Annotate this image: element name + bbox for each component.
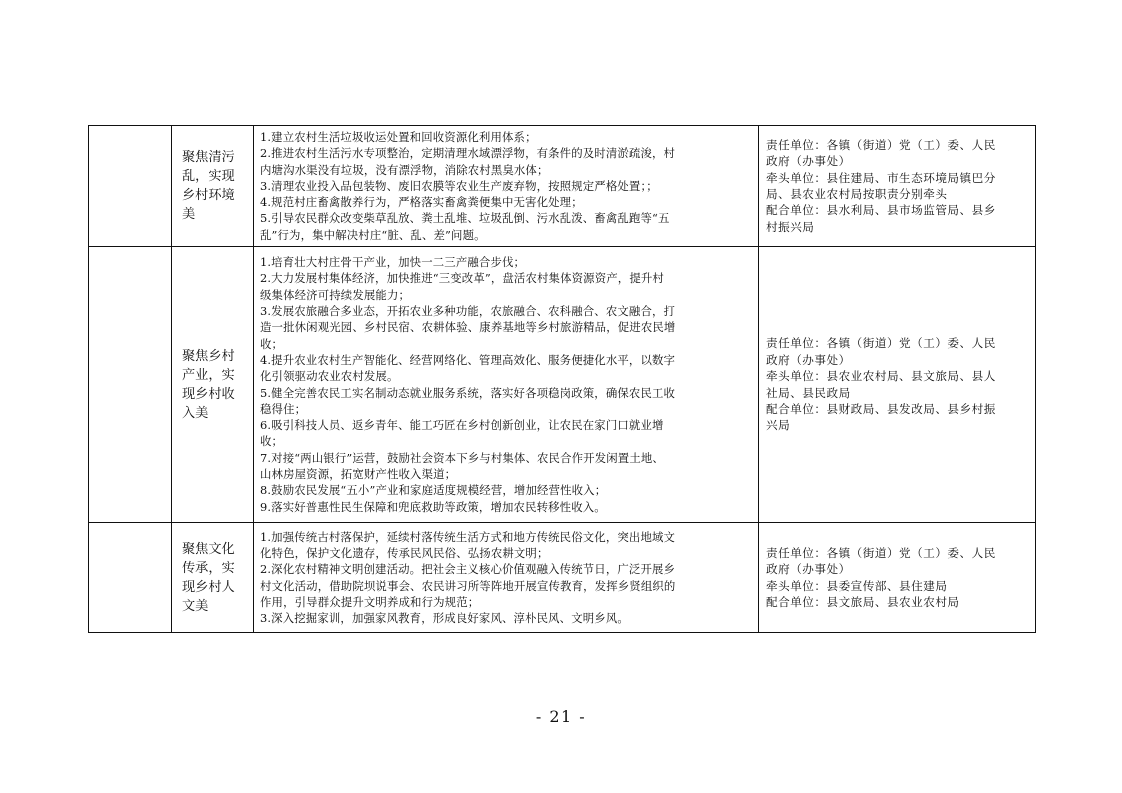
units-cell [759,247,1036,523]
measure-line: 3.深入挖掘家训，加强家风教育，形成良好家风、淳朴民风、文明乡风。 [260,611,629,626]
unit-line: 配合单位：县文旅局、县农业农村局 [766,594,960,609]
measure-line: 9.落实好普惠性民生保障和兜底救助等政策，增加农民转移性收入。 [260,499,606,514]
unit-line: 政府（办事处） [766,352,851,367]
measures-list [254,254,758,515]
topic-text: 聚焦清污乱，实现乡村环境美 [182,150,235,222]
measures-cell [254,523,759,633]
topic-cell [172,126,254,247]
units-cell [759,126,1036,247]
measures-list [254,529,758,627]
unit-line: 责任单位：各镇（街道）党（工）委、人民 [766,545,996,560]
unit-line: 牵头单位：县住建局、市生态环境局镇巴分 [766,170,996,185]
measure-line: 2.大力发展村集体经济，加快推进“三变改革”，盘活农村集体资源资产，提升村 [260,271,664,286]
measure-line: 化特色，保护文化遗存，传承民风民俗、弘扬农耕文明； [260,545,549,560]
measure-line: 村文化活动，借助院坝说事会、农民讲习所等阵地开展宣传教育，发挥乡贤组织的 [260,578,676,593]
unit-line: 牵头单位：县农业农村局、县文旅局、县人 [766,369,996,384]
measure-line: 化引领驱动农业农村发展。 [260,369,399,384]
unit-line: 配合单位：县水利局、县市场监管局、县乡 [766,203,996,218]
measure-line: 4.提升农业农村生产智能化、经营网络化、管理高效化、服务便捷化水平，以数字 [260,352,676,367]
measure-line: 8.鼓励农民发展“五小”产业和家庭适度规模经营，增加经营性收入； [260,483,607,498]
unit-line: 政府（办事处） [766,562,851,577]
units-list [759,335,1035,433]
units-cell [759,523,1036,633]
table-row [89,126,1036,247]
measure-line: 3.发展农旅融合多业态，开拓农业多种功能，农旅融合、农科融合、农文融合，打 [260,304,676,319]
measures-table [88,125,1036,633]
topic-cell [172,247,254,523]
table-row [89,523,1036,633]
measures-list [254,129,758,243]
page-number: - 21 - [535,707,587,726]
blank-cell [89,523,172,633]
topic-cell [172,523,254,633]
unit-line: 兴局 [766,418,791,433]
measures-cell [254,247,759,523]
unit-line: 社局、县民政局 [766,385,851,400]
measure-line: 乱”行为，集中解决村庄“脏、乱、差”问题。 [260,227,486,242]
measure-line: 作用，引导群众提升文明养成和行为规范； [260,594,480,609]
measure-line: 稳得住； [260,401,307,416]
unit-line: 责任单位：各镇（街道）党（工）委、人民 [766,137,996,152]
measure-line: 5.健全完善农民工实名制动态就业服务系统，落实好各项稳岗政策，确保农民工收 [260,385,676,400]
unit-line: 配合单位：县财政局、县发改局、县乡村振 [766,401,996,416]
units-list [759,137,1035,235]
measures-cell [254,126,759,247]
table-row [89,247,1036,523]
measure-line: 收； [260,336,284,351]
measure-line: 5.引导农民群众改变柴草乱放、粪土乱堆、垃圾乱倒、污水乱泼、畜禽乱跑等“五 [260,211,670,226]
measure-line: 内塘沟水渠没有垃圾，没有漂浮物，消除农村黑臭水体； [260,162,549,177]
measure-line: 1.加强传统古村落保护，延续村落传统生活方式和地方传统民俗文化，突出地域文 [260,529,676,544]
unit-line: 牵头单位：县委宣传部、县住建局 [766,578,948,593]
topic-text: 聚焦文化传承，实现乡村人文美 [182,541,235,614]
measure-line: 山林房屋资源，拓宽财产性收入渠道； [260,466,457,481]
measure-line: 级集体经济可持续发展能力； [260,287,411,302]
measure-line: 2.推进农村生活污水专项整治，定期清理水域漂浮物，有条件的及时清淤疏浚，村 [260,146,676,161]
measure-line: 7.对接“两山银行”运营，鼓励社会资本下乡与村集体、农民合作开发闲置土地、 [260,450,664,465]
blank-cell [89,247,172,523]
units-list [759,545,1035,611]
blank-cell [89,126,172,247]
measure-line: 6.吸引科技人员、返乡青年、能工巧匠在乡村创新创业，让农民在家门口就业增 [260,418,664,433]
measure-line: 1.培育壮大村庄骨干产业，加快一二三产融合步伐； [260,255,526,270]
unit-line: 村振兴局 [766,219,815,234]
unit-line: 局、县农业农村局按职责分别牵头 [766,187,948,201]
unit-line: 责任单位：各镇（街道）党（工）委、人民 [766,336,996,351]
measure-line: 造一批休闲观光园、乡村民宿、农耕体验、康养基地等乡村旅游精品，促进农民增 [260,320,676,335]
topic-text: 聚焦乡村产业，实现乡村收入美 [182,348,235,421]
measure-line: 2.深化农村精神文明创建活动。把社会主义核心价值观融入传统节日，广泛开展乡 [260,562,676,577]
measure-line: 1.建立农村生活垃圾收运处置和回收资源化利用体系； [260,129,537,144]
measure-line: 收； [260,434,284,449]
measure-line: 4.规范村庄畜禽散养行为，严格落实畜禽粪便集中无害化处理； [260,195,583,210]
measure-line: 3.清理农业投入品包装物、废旧农膜等农业生产废弃物，按照规定严格处置；； [260,178,658,193]
unit-line: 政府（办事处） [766,154,851,169]
